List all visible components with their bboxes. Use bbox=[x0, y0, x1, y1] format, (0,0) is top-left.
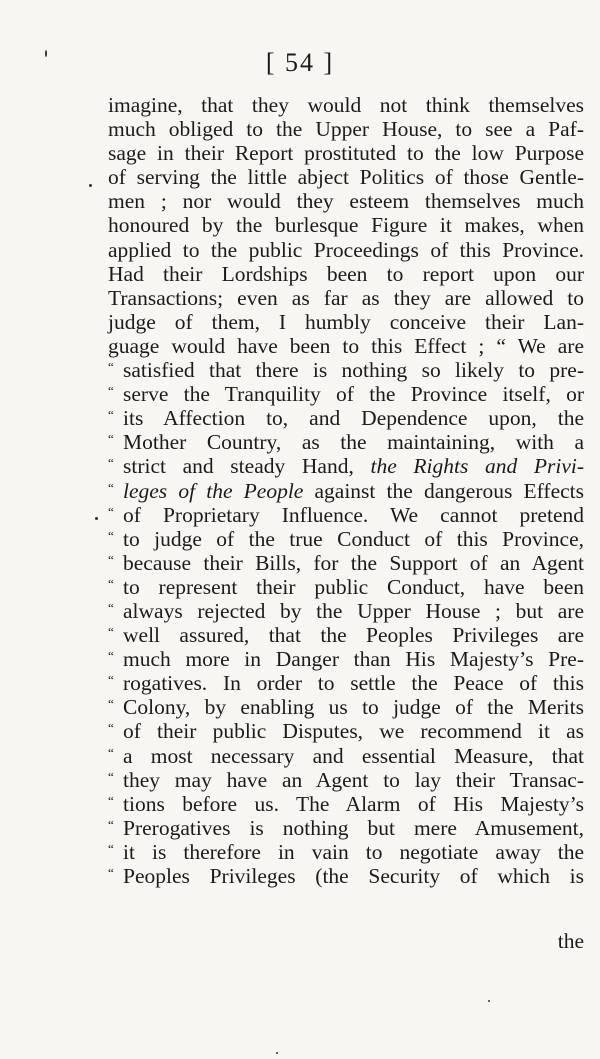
text-line bbox=[108, 358, 584, 382]
quote-mark: “ bbox=[108, 455, 114, 471]
text-line bbox=[108, 406, 584, 430]
quote-mark: “ bbox=[108, 383, 114, 399]
quote-mark: “ bbox=[108, 840, 114, 856]
text-line bbox=[108, 189, 584, 213]
text-line bbox=[108, 262, 584, 286]
text-line bbox=[108, 503, 584, 527]
text-line bbox=[108, 864, 584, 888]
text-line-content: of Proprietary Influence. We cannot pretend bbox=[123, 502, 584, 527]
text-line-content: it is therefore in vain to negotiate away the bbox=[123, 839, 584, 864]
text-line bbox=[108, 695, 584, 719]
text-line-content: strict and steady Hand, the Rights and Privi- bbox=[123, 454, 584, 479]
text-line bbox=[108, 719, 584, 743]
text-line-content: imagine, that they would not think themselves bbox=[108, 93, 584, 117]
quote-mark: “ bbox=[108, 599, 114, 615]
quote-mark: “ bbox=[108, 359, 114, 375]
quote-mark: “ bbox=[108, 503, 114, 519]
ink-speck bbox=[45, 50, 47, 57]
quote-mark: “ bbox=[108, 768, 114, 784]
page-number: [ 54 ] bbox=[265, 48, 335, 77]
quote-mark: “ bbox=[108, 865, 114, 880]
ink-speck bbox=[95, 517, 98, 520]
quote-mark: “ bbox=[108, 527, 114, 543]
quote-mark: “ bbox=[108, 575, 114, 591]
text-line-content: always rejected by the Upper House ; but are bbox=[123, 598, 584, 623]
text-line-content: Had their Lordships been to report upon our bbox=[108, 261, 584, 286]
text-line-content: well assured, that the Peoples Privileges are bbox=[123, 623, 584, 648]
quote-mark: “ bbox=[108, 407, 114, 423]
text-line bbox=[108, 93, 584, 117]
text-line-content: judge of them, I humbly conceive their Lan- bbox=[108, 309, 584, 334]
text-line-content: Peoples Privileges (the Security of which is bbox=[123, 864, 584, 888]
ink-speck bbox=[89, 184, 92, 187]
text-line-content: applied to the public Proceedings of this Province. bbox=[108, 237, 584, 262]
quote-mark: “ bbox=[108, 696, 114, 712]
text-line-content: men ; nor would they esteem themselves much bbox=[108, 189, 584, 214]
text-line bbox=[108, 792, 584, 816]
text-line bbox=[108, 575, 584, 599]
text-line-content: Transactions; even as far as they are allowed to bbox=[108, 285, 584, 310]
quote-mark: “ bbox=[108, 551, 114, 567]
text-line bbox=[108, 334, 584, 358]
italic-phrase: the Rights and Privi- bbox=[370, 454, 584, 479]
text-line-content: its Affection to, and Dependence upon, the bbox=[123, 406, 584, 431]
text-line bbox=[108, 816, 584, 840]
catchword: the bbox=[557, 929, 584, 953]
quote-mark: “ bbox=[108, 672, 114, 688]
quote-mark: “ bbox=[108, 792, 114, 808]
text-line-content: satisfied that there is nothing so likely to pre- bbox=[123, 358, 584, 383]
text-line-content: to judge of the true Conduct of this Province, bbox=[123, 526, 584, 551]
text-line-content: much obliged to the Upper House, to see a Paf- bbox=[108, 117, 584, 142]
text-line bbox=[108, 744, 584, 768]
text-line bbox=[108, 551, 584, 575]
text-line-content: sage in their Report prostituted to the low Purpose bbox=[108, 141, 584, 166]
quote-mark: “ bbox=[108, 648, 114, 664]
text-line-content: because their Bills, for the Support of an Agent bbox=[123, 550, 584, 575]
text-line-content: Mother Country, as the maintaining, with a bbox=[123, 430, 584, 455]
text-line-content: guage would have been to this Effect ; “ We are bbox=[108, 333, 584, 358]
text-line bbox=[108, 382, 584, 406]
text-line-content: leges of the People against the dangerous Effects bbox=[123, 478, 584, 503]
text-line-content: serve the Tranquility of the Province itself, or bbox=[123, 382, 584, 407]
text-line-content: a most necessary and essential Measure, that bbox=[123, 743, 584, 768]
text-line-content: of their public Disputes, we recommend it as bbox=[123, 719, 584, 744]
text-line-content: Prerogatives is nothing but mere Amusement, bbox=[123, 815, 584, 840]
text-line bbox=[108, 623, 584, 647]
text-line-content: much more in Danger than His Majesty’s Pre- bbox=[123, 647, 584, 672]
quote-mark: “ bbox=[108, 479, 114, 495]
body-text bbox=[108, 93, 584, 888]
text-line bbox=[108, 527, 584, 551]
ink-speck bbox=[276, 1052, 278, 1054]
text-line bbox=[108, 454, 584, 478]
quote-mark: “ bbox=[108, 816, 114, 832]
text-line bbox=[108, 430, 584, 454]
text-line-content: tions before us. The Alarm of His Majesty’s bbox=[123, 791, 584, 816]
text-line bbox=[108, 286, 584, 310]
text-line-content: they may have an Agent to lay their Transac- bbox=[123, 767, 584, 792]
ink-speck bbox=[488, 1000, 490, 1002]
quote-mark: “ bbox=[108, 744, 114, 760]
text-line-content: honoured by the burlesque Figure it makes, when bbox=[108, 213, 584, 238]
text-line bbox=[108, 238, 584, 262]
italic-phrase: leges of the People bbox=[123, 478, 304, 503]
text-line-content: of serving the little abject Politics of those Gentle- bbox=[108, 165, 584, 190]
text-line bbox=[108, 141, 584, 165]
quote-mark: “ bbox=[108, 720, 114, 736]
quote-mark: “ bbox=[108, 431, 114, 447]
text-line bbox=[108, 768, 584, 792]
text-line bbox=[108, 310, 584, 334]
text-line-content: to represent their public Conduct, have been bbox=[123, 574, 584, 599]
text-line-content: rogatives. In order to settle the Peace of this bbox=[123, 671, 584, 696]
text-line bbox=[108, 647, 584, 671]
quote-mark: “ bbox=[108, 624, 114, 640]
text-line bbox=[108, 213, 584, 237]
text-line bbox=[108, 671, 584, 695]
text-line bbox=[108, 599, 584, 623]
text-line-content: Colony, by enabling us to judge of the Merits bbox=[123, 695, 584, 720]
text-line bbox=[108, 117, 584, 141]
text-line bbox=[108, 165, 584, 189]
text-line bbox=[108, 840, 584, 864]
text-line bbox=[108, 479, 584, 503]
